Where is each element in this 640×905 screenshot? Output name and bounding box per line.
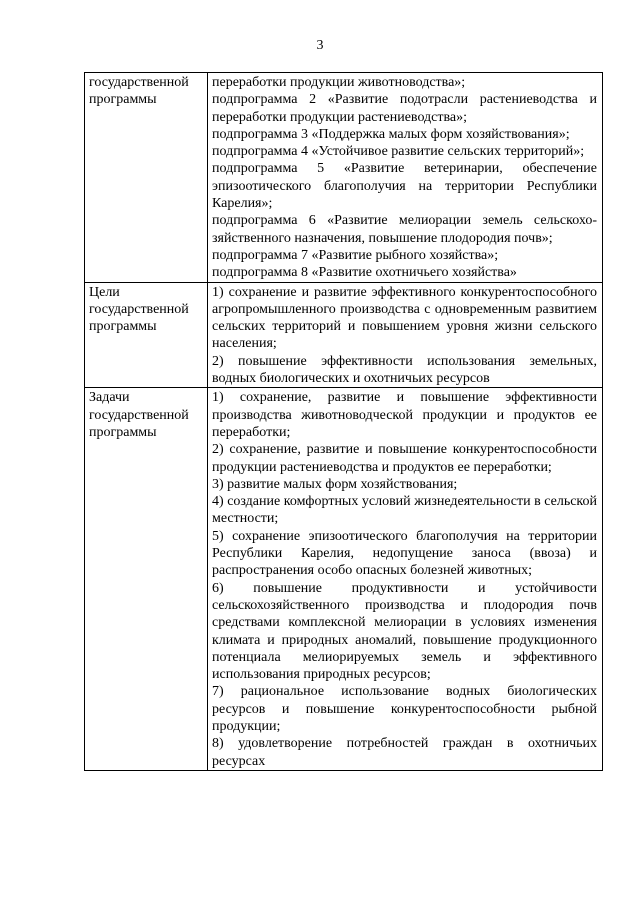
row-label-text: Цели — [89, 284, 120, 300]
row-content-item: 7) рациональное использование водных биологических ресурсов и повышение конкурентоспособности рыбной продукции; — [212, 684, 597, 734]
row-label-cell — [85, 282, 208, 388]
row-content-item: подпрограмма 5 «Развитие ветеринарии, обеспечение эпизоотического благополучия на территории Республики Карелия»; — [212, 161, 597, 212]
row-label-cell — [85, 73, 208, 283]
row-content-item: подпрограмма 7 «Развитие рыбного хозяйства»; — [212, 247, 499, 263]
row-content-item: 4) создание комфортных условий жизнедеятельности в сельской местности; — [212, 494, 597, 527]
row-content-item: 3) развитие малых форм хозяйствования; — [212, 476, 458, 492]
row-label-text: программы — [89, 92, 157, 108]
row-label-text: государственной — [89, 301, 189, 317]
row-label-text: программы — [89, 424, 157, 440]
table-row — [85, 73, 603, 283]
row-label-text: государственной — [89, 75, 189, 90]
row-content-item: подпрограмма 3 «Поддержка малых форм хозяйствования»; — [212, 126, 570, 142]
row-content-item: 1) сохранение и развитие эффективного конкурентоспособного агропромышленного производства с одновременным развитием сельских территорий и повышением уровня жизни сельского населения; — [212, 284, 597, 352]
table-row — [85, 388, 603, 771]
row-content-item: переработки продукции животноводства»; — [212, 75, 466, 90]
row-label-cell — [85, 388, 208, 771]
row-content-item: 2) повышение эффективности использования земельных, водных биологических и охотничьих ресурсов — [212, 353, 597, 387]
table-row — [85, 282, 603, 388]
row-content-item: 2) сохранение, развитие и повышение конкурентоспособности продукции растениеводства и продуктов ее переработки; — [212, 442, 597, 475]
row-content-item: подпрограмма 4 «Устойчивое развитие сельских территорий»; — [212, 144, 585, 160]
page-number: 3 — [316, 38, 324, 53]
row-content-item: подпрограмма 6 «Развитие мелиорации земель сельскохо-зяйственного назначения, повышение плодородия почв»; — [212, 213, 597, 246]
row-content-cell — [208, 388, 603, 771]
row-content-item: 5) сохранение эпизоотического благополучия на территории Республики Карелия, недопущение заноса (ввоза) и распространения особо опасных болезней животных; — [212, 528, 597, 579]
table-body — [85, 73, 603, 771]
row-content-item: подпрограмма 2 «Развитие подотрасли растениеводства и переработки продукции растениеводства»; — [212, 92, 597, 125]
row-content-item: 1) сохранение, развитие и повышение эффективности производства животноводческой продукции и продуктов ее переработки; — [212, 390, 597, 440]
row-label-text: государственной — [89, 407, 189, 423]
row-content-cell — [208, 282, 603, 388]
row-content-item: подпрограмма 8 «Развитие охотничьего хозяйства» — [212, 265, 517, 281]
row-label-text: программы — [89, 319, 157, 335]
row-content-item: 8) удовлетворение потребностей граждан в охотничьих ресурсах — [212, 736, 597, 769]
program-passport-table — [84, 72, 603, 771]
row-content-item: 6) повышение продуктивности и устойчивости сельскохозяйственного производства и плодородия почв средствами комплексной мелиорации в условиях изменения климата и природных аномалий, повышение продукционного потенциала мелиорируемых земель и эффективного использования природных ресурсов; — [212, 580, 597, 683]
row-content-cell — [208, 73, 603, 283]
row-label-text: Задачи — [89, 390, 130, 406]
